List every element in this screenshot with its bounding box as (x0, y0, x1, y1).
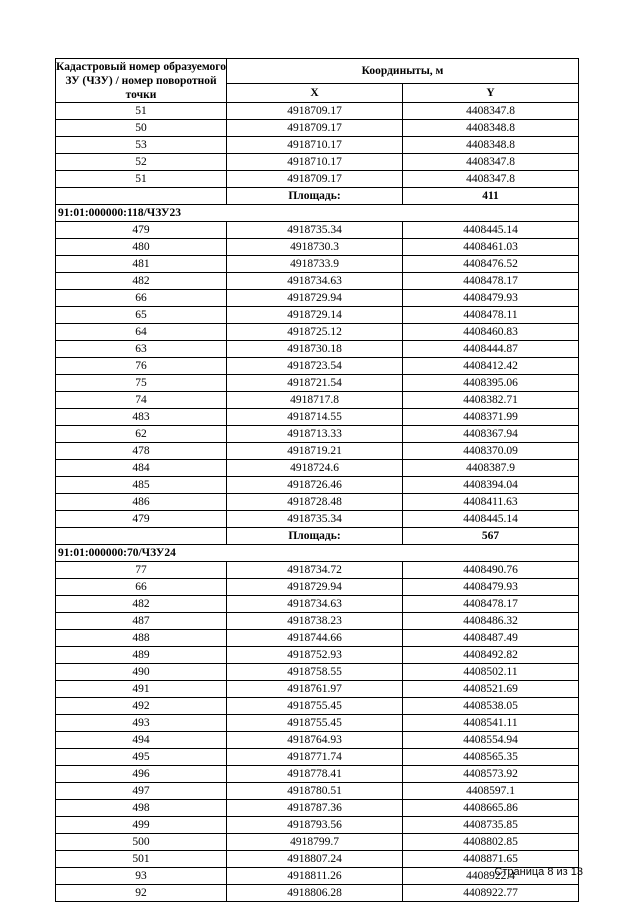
table-row (56, 392, 579, 409)
table-row (56, 511, 579, 528)
point-number: 52 (56, 154, 227, 171)
x-coordinate: 4918729.94 (227, 290, 403, 307)
area-empty-cell (56, 528, 227, 545)
point-number: 77 (56, 562, 227, 579)
point-number: 484 (56, 460, 227, 477)
table-row (56, 358, 579, 375)
x-coordinate: 4918729.94 (227, 579, 403, 596)
y-coordinate: 4408521.69 (403, 681, 579, 698)
point-number: 50 (56, 120, 227, 137)
x-coordinate: 4918735.34 (227, 511, 403, 528)
y-coordinate: 4408387.9 (403, 460, 579, 477)
point-number: 490 (56, 664, 227, 681)
table-row (56, 409, 579, 426)
x-coordinate: 4918744.66 (227, 630, 403, 647)
point-number: 497 (56, 783, 227, 800)
table-row (56, 154, 579, 171)
point-number: 482 (56, 596, 227, 613)
table-row (56, 664, 579, 681)
x-coordinate: 4918752.93 (227, 647, 403, 664)
x-coordinate: 4918734.63 (227, 596, 403, 613)
x-coordinate: 4918811.26 (227, 868, 403, 885)
point-number: 494 (56, 732, 227, 749)
point-number: 495 (56, 749, 227, 766)
point-number: 51 (56, 103, 227, 120)
area-empty-cell (56, 188, 227, 205)
y-coordinate: 4408461.03 (403, 239, 579, 256)
x-coordinate: 4918710.17 (227, 137, 403, 154)
y-coordinate: 4408348.8 (403, 137, 579, 154)
x-coordinate: 4918735.34 (227, 222, 403, 239)
x-coordinate: 4918738.23 (227, 613, 403, 630)
area-label: Площадь: (227, 188, 403, 205)
x-coordinate: 4918717.8 (227, 392, 403, 409)
y-coordinate: 4408367.94 (403, 426, 579, 443)
y-coordinate: 4408490.76 (403, 562, 579, 579)
section-row (56, 545, 579, 562)
table-row (56, 579, 579, 596)
x-coordinate: 4918724.6 (227, 460, 403, 477)
y-coordinate: 4408348.8 (403, 120, 579, 137)
point-number: 480 (56, 239, 227, 256)
x-coordinate: 4918721.54 (227, 375, 403, 392)
x-coordinate: 4918793.56 (227, 817, 403, 834)
table-row (56, 681, 579, 698)
table-row (56, 647, 579, 664)
x-coordinate: 4918761.97 (227, 681, 403, 698)
y-coordinate: 4408411.63 (403, 494, 579, 511)
y-coordinate: 4408487.49 (403, 630, 579, 647)
table-row (56, 239, 579, 256)
x-coordinate: 4918755.45 (227, 715, 403, 732)
section-title: 91:01:000000:70/ЧЗУ24 (56, 545, 579, 562)
x-coordinate: 4918725.12 (227, 324, 403, 341)
x-coordinate: 4918730.3 (227, 239, 403, 256)
table-row (56, 698, 579, 715)
x-coordinate: 4918734.63 (227, 273, 403, 290)
point-number: 92 (56, 885, 227, 902)
point-number: 74 (56, 392, 227, 409)
y-coordinate: 4408479.93 (403, 579, 579, 596)
point-number: 64 (56, 324, 227, 341)
table-row (56, 443, 579, 460)
y-coordinate: 4408460.83 (403, 324, 579, 341)
x-coordinate: 4918710.17 (227, 154, 403, 171)
y-coordinate: 4408922.77 (403, 885, 579, 902)
x-coordinate: 4918709.17 (227, 120, 403, 137)
point-number: 496 (56, 766, 227, 783)
y-coordinate: 4408665.86 (403, 800, 579, 817)
y-coordinate: 4408478.17 (403, 273, 579, 290)
header-cadastral-number: Кадастровый номер образуемого ЗУ (ЧЗУ) / номер поворотной точки (56, 60, 226, 101)
table-row (56, 222, 579, 239)
x-coordinate: 4918771.74 (227, 749, 403, 766)
point-number: 486 (56, 494, 227, 511)
x-coordinate: 4918787.36 (227, 800, 403, 817)
point-number: 479 (56, 222, 227, 239)
x-coordinate: 4918709.17 (227, 171, 403, 188)
point-number: 75 (56, 375, 227, 392)
header-y: Y (403, 84, 579, 103)
table-header (56, 59, 579, 103)
point-number: 491 (56, 681, 227, 698)
x-coordinate: 4918807.24 (227, 851, 403, 868)
point-number: 93 (56, 868, 227, 885)
y-coordinate: 4408479.93 (403, 290, 579, 307)
table-row (56, 324, 579, 341)
table-row (56, 715, 579, 732)
y-coordinate: 4408347.8 (403, 154, 579, 171)
table-row (56, 171, 579, 188)
x-coordinate: 4918726.46 (227, 477, 403, 494)
table-row (56, 800, 579, 817)
coordinates-table (55, 58, 579, 902)
table-row (56, 460, 579, 477)
area-label: Площадь: (227, 528, 403, 545)
x-coordinate: 4918709.17 (227, 103, 403, 120)
point-number: 485 (56, 477, 227, 494)
y-coordinate: 4408370.09 (403, 443, 579, 460)
y-coordinate: 4408412.42 (403, 358, 579, 375)
area-row (56, 528, 579, 545)
x-coordinate: 4918764.93 (227, 732, 403, 749)
point-number: 53 (56, 137, 227, 154)
x-coordinate: 4918713.33 (227, 426, 403, 443)
x-coordinate: 4918799.7 (227, 834, 403, 851)
header-x: X (227, 84, 403, 103)
point-number: 481 (56, 256, 227, 273)
point-number: 66 (56, 579, 227, 596)
y-coordinate: 4408478.17 (403, 596, 579, 613)
x-coordinate: 4918730.18 (227, 341, 403, 358)
table-row (56, 375, 579, 392)
table-row (56, 477, 579, 494)
x-coordinate: 4918714.55 (227, 409, 403, 426)
y-coordinate: 4408573.92 (403, 766, 579, 783)
point-number: 65 (56, 307, 227, 324)
y-coordinate: 4408565.35 (403, 749, 579, 766)
y-coordinate: 4408597.1 (403, 783, 579, 800)
point-number: 501 (56, 851, 227, 868)
table-row (56, 256, 579, 273)
header-coordinates: Координыты, м (227, 59, 579, 84)
x-coordinate: 4918806.28 (227, 885, 403, 902)
point-number: 63 (56, 341, 227, 358)
x-coordinate: 4918755.45 (227, 698, 403, 715)
y-coordinate: 4408444.87 (403, 341, 579, 358)
y-coordinate: 4408394.04 (403, 477, 579, 494)
point-number: 489 (56, 647, 227, 664)
y-coordinate: 4408445.14 (403, 222, 579, 239)
table-row (56, 341, 579, 358)
point-number: 487 (56, 613, 227, 630)
y-coordinate: 4408347.8 (403, 103, 579, 120)
table-body (56, 103, 579, 902)
section-row (56, 205, 579, 222)
point-number: 479 (56, 511, 227, 528)
y-coordinate: 4408541.11 (403, 715, 579, 732)
area-value: 567 (403, 528, 579, 545)
x-coordinate: 4918728.48 (227, 494, 403, 511)
point-number: 493 (56, 715, 227, 732)
y-coordinate: 4408554.94 (403, 732, 579, 749)
x-coordinate: 4918758.55 (227, 664, 403, 681)
y-coordinate: 4408371.99 (403, 409, 579, 426)
table-row (56, 494, 579, 511)
y-coordinate: 4408735.85 (403, 817, 579, 834)
table-row (56, 885, 579, 902)
point-number: 51 (56, 171, 227, 188)
y-coordinate: 4408395.06 (403, 375, 579, 392)
table-row (56, 562, 579, 579)
table-row (56, 851, 579, 868)
x-coordinate: 4918723.54 (227, 358, 403, 375)
y-coordinate: 4408347.8 (403, 171, 579, 188)
x-coordinate: 4918778.41 (227, 766, 403, 783)
x-coordinate: 4918734.72 (227, 562, 403, 579)
y-coordinate: 4408476.52 (403, 256, 579, 273)
table-row (56, 307, 579, 324)
point-number: 76 (56, 358, 227, 375)
y-coordinate: 4408871.65 (403, 851, 579, 868)
point-number: 483 (56, 409, 227, 426)
table-row (56, 596, 579, 613)
table-row (56, 817, 579, 834)
x-coordinate: 4918780.51 (227, 783, 403, 800)
table-row (56, 630, 579, 647)
point-number: 62 (56, 426, 227, 443)
y-coordinate: 4408802.85 (403, 834, 579, 851)
table-row (56, 426, 579, 443)
table-row (56, 120, 579, 137)
table-row (56, 290, 579, 307)
x-coordinate: 4918733.9 (227, 256, 403, 273)
table-row (56, 766, 579, 783)
y-coordinate: 4408478.11 (403, 307, 579, 324)
point-number: 488 (56, 630, 227, 647)
table-row (56, 783, 579, 800)
section-title: 91:01:000000:118/ЧЗУ23 (56, 205, 579, 222)
point-number: 498 (56, 800, 227, 817)
y-coordinate: 4408922.4 (403, 868, 579, 885)
y-coordinate: 4408445.14 (403, 511, 579, 528)
point-number: 482 (56, 273, 227, 290)
y-coordinate: 4408538.05 (403, 698, 579, 715)
table-row (56, 103, 579, 120)
table-row (56, 273, 579, 290)
point-number: 499 (56, 817, 227, 834)
point-number: 500 (56, 834, 227, 851)
y-coordinate: 4408486.32 (403, 613, 579, 630)
table-row (56, 834, 579, 851)
y-coordinate: 4408492.82 (403, 647, 579, 664)
point-number: 66 (56, 290, 227, 307)
table-row (56, 137, 579, 154)
x-coordinate: 4918719.21 (227, 443, 403, 460)
point-number: 492 (56, 698, 227, 715)
point-number: 478 (56, 443, 227, 460)
area-row (56, 188, 579, 205)
table-row (56, 613, 579, 630)
area-value: 411 (403, 188, 579, 205)
y-coordinate: 4408502.11 (403, 664, 579, 681)
page-number: Страница 8 из 13 (494, 866, 583, 878)
table-row (56, 732, 579, 749)
table-row (56, 749, 579, 766)
x-coordinate: 4918729.14 (227, 307, 403, 324)
y-coordinate: 4408382.71 (403, 392, 579, 409)
